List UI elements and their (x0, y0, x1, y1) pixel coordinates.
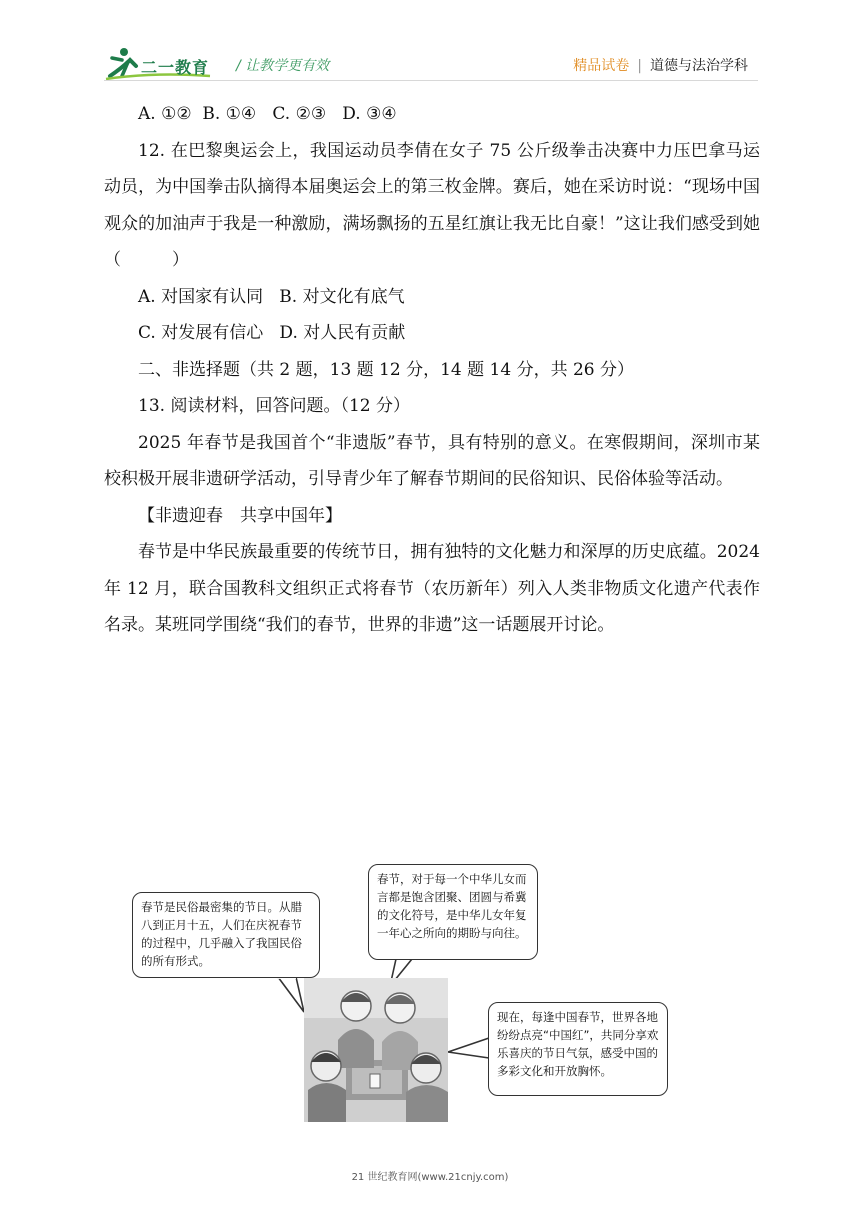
page-footer: 21 世纪教育网(www.21cnjy.com) (351, 1172, 509, 1183)
material-subheading: 【非遗迎春 共享中国年】 (138, 505, 342, 526)
discussion-illustration (128, 862, 688, 1132)
question-13-material: 春节是中华民族最重要的传统节日，拥有独特的文化魅力和深厚的历史底蕴。2024 年 12 月，联合国教科文组织正式将春节（农历新年）列入人类非物质文化遗产代表作名录。某班同学围绕“我们的春节，世界的非遗”这一话题展开讨论。 (104, 542, 760, 635)
header-slogan: / 让教学更有效 (236, 58, 330, 74)
speech-bubble-top: 春节，对于每一个中华儿女而言都是饱含团聚、团圆与希冀的文化符号，是中华儿女年复一年心之所向的期盼与向往。 (368, 864, 538, 960)
question-12-options-cd: C. 对发展有信心 D. 对人民有贡献 (138, 323, 406, 343)
header-subject: 道德与法治学科 (650, 58, 748, 74)
prev-question-options: A. ①② B. ①④ C. ②③ D. ③④ (138, 104, 397, 124)
header-separator: | (637, 58, 642, 74)
speech-bubble-right: 现在，每逢中国春节，世界各地纷纷点亮“中国红”，共同分享欢乐喜庆的节日气氛，感受中国的多彩文化和开放胸怀。 (488, 1002, 668, 1096)
question-13-intro: 2025 年春节是我国首个“非遗版”春节，具有特别的意义。在寒假期间，深圳市某校积极开展非遗研学活动，引导青少年了解春节期间的民俗知识、民俗体验等活动。 (104, 432, 760, 489)
header-right (573, 55, 748, 75)
header-divider (104, 80, 758, 81)
speech-bubble-left: 春节是民俗最密集的节日。从腊八到正月十五，人们在庆祝春节的过程中，几乎融入了我国民俗的所有形式。 (132, 892, 320, 978)
children-figures-icon (304, 978, 448, 1122)
page-header (0, 0, 860, 80)
question-13-title: 13. 阅读材料，回答问题。（12 分） (138, 396, 410, 416)
header-tag: 精品试卷 (573, 58, 630, 74)
document-body (104, 96, 760, 644)
question-12-stem: 12. 在巴黎奥运会上，我国运动员李倩在女子 75 公斤级拳击决赛中力压巴拿马运动员，为中国拳击队摘得本届奥运会上的第三枚金牌。赛后，她在采访时说：“现场中国观众的加油声于我是一种激励，满场飘扬的五星红旗让我无比自豪！”这让我们感受到她（ ） (104, 140, 760, 270)
logo-text: 二一教育 (141, 58, 210, 77)
children-discussion-picture (304, 978, 448, 1122)
section-2-heading: 二、非选择题（共 2 题，13 题 12 分，14 题 14 分，共 26 分） (138, 359, 635, 380)
question-12-options-ab: A. 对国家有认同 B. 对文化有底气 (138, 286, 405, 307)
